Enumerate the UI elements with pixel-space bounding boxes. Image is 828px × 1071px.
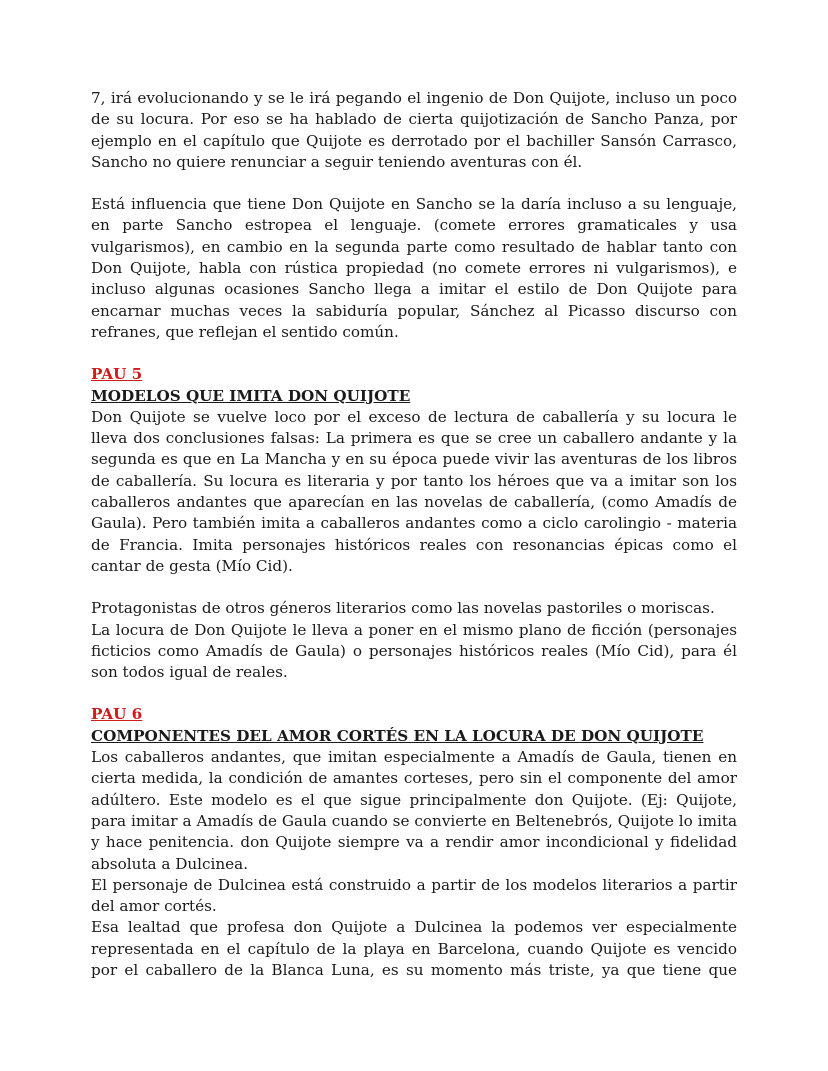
pau6-paragraph-2: El personaje de Dulcinea está construido a partir de los modelos literarios a partir del amor cortés. bbox=[91, 875, 737, 916]
pau5-heading: MODELOS QUE IMITA DON QUIJOTE bbox=[91, 386, 411, 405]
pau5-paragraph-1: Don Quijote se vuelve loco por el exceso de lectura de caballería y su locura le lleva dos conclusiones falsas: La primera es que se cree un caballero andante y la segunda es que en La Mancha y en su época puede vivir las aventuras de los libros de caballería. Su locura es literaria y por tanto los héroes que va a imitar son los caballeros andantes que aparecían en las novelas de caballería, (como Amadís de Gaula). Pero también imita a caballeros andantes como a ciclo carolingio - materia de Francia. Imita personajes históricos reales con resonancias épicas como el cantar de gesta (Mío Cid). bbox=[91, 407, 737, 575]
pau6-paragraph-1: Los caballeros andantes, que imitan especialmente a Amadís de Gaula, tienen en cierta medida, la condición de amantes corteses, pero sin el componente del amor adúltero. Este modelo es el que sigue principalmente don Quijote. (Ej: Quijote, para imitar a Amadís de Gaula cuando se convierte en Beltenebrós, Quijote lo imita y hace penitencia. don Quijote siempre va a rendir amor incondicional y fidelidad absoluta a Dulcinea. bbox=[91, 748, 737, 873]
pau6-paragraph-3: Esa lealtad que profesa don Quijote a Dulcinea la podemos ver especialmente representada en el capítulo de la playa en Barcelona, cuando Quijote es vencido por el caballero de la Blanca Luna, es su momento más triste, ya que tiene que bbox=[91, 918, 737, 979]
pau5-paragraph-2: Protagonistas de otros géneros literarios como las novelas pastoriles o moriscas. bbox=[91, 599, 715, 618]
pau5-label: PAU 5 bbox=[91, 365, 143, 384]
paragraph-lenguaje-sancho: Está influencia que tiene Don Quijote en Sancho se la daría incluso a su lenguaje, en parte Sancho estropea el lenguaje. (comete errores gramaticales y usa vulgarismos), en cambio en la segunda parte como resultado de hablar tanto con Don Quijote, habla con rústica propiedad (no comete errores ni vulgarismos), e incluso algunas ocasiones Sancho llega a imitar el estilo de Don Quijote para encarnar muchas veces la sabiduría popular, Sánchez al Picasso discurso con refranes, que reflejan el sentido común. bbox=[91, 195, 737, 341]
pau5-paragraph-3: La locura de Don Quijote le lleva a poner en el mismo plano de ficción (personajes ficticios como Amadís de Gaula) o personajes históricos reales (Mío Cid), para él son todos igual de reales. bbox=[91, 620, 737, 682]
paragraph-quijotizacion: 7, irá evolucionando y se le irá pegando el ingenio de Don Quijote, incluso un poco de su locura. Por eso se ha hablado de cierta quijotización de Sancho Panza, por ejemplo en el capítulo que Quijote es derrotado por el bachiller Sansón Carrasco, Sancho no quiere renunciar a seguir teniendo aventuras con él. bbox=[91, 89, 737, 171]
document-page bbox=[91, 88, 737, 981]
pau6-label: PAU 6 bbox=[91, 705, 143, 724]
pau6-heading: COMPONENTES DEL AMOR CORTÉS EN LA LOCURA DE DON QUIJOTE bbox=[91, 726, 704, 745]
